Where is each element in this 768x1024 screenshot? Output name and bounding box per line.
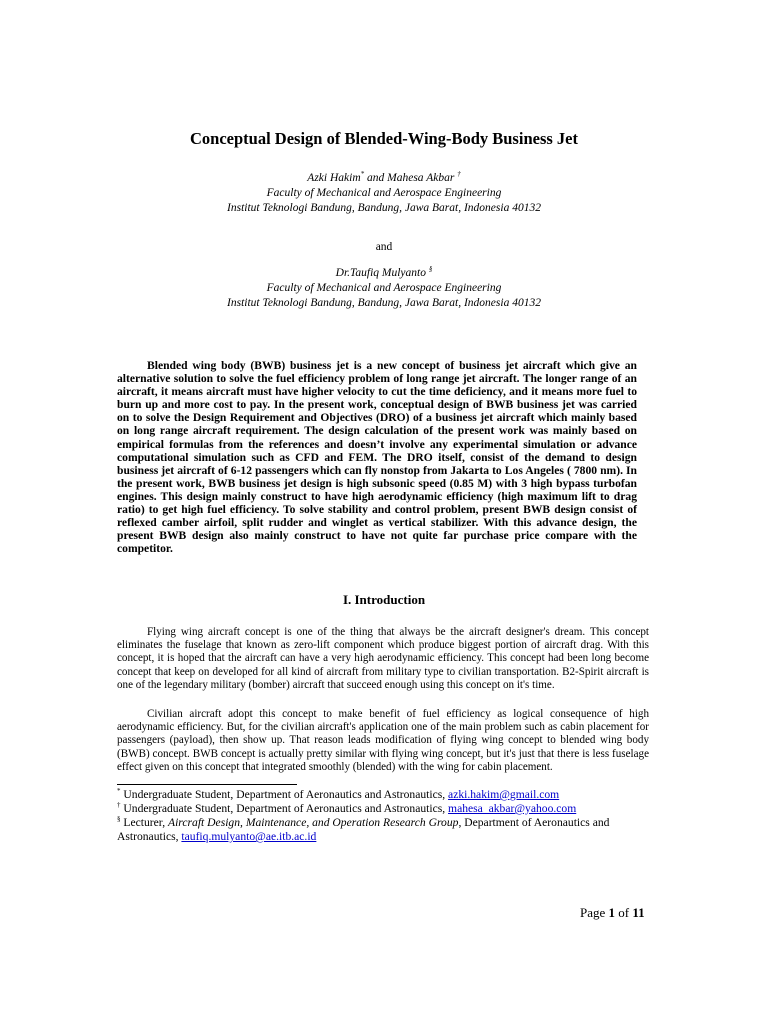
page-number [580, 905, 645, 921]
address-1: Institut Teknologi Bandung, Bandung, Jawa Barat, Indonesia 40132 [227, 202, 541, 214]
page-total: 11 [632, 905, 645, 920]
intro-paragraph-1 [117, 626, 649, 692]
footnote-2 [117, 802, 657, 816]
footnotes [117, 788, 657, 844]
footnote-2-email-link[interactable]: mahesa_akbar@yahoo.com [448, 802, 577, 815]
author-2: and Mahesa Akbar [364, 172, 458, 184]
footnote-3-mark: § [117, 815, 121, 824]
author-3: Dr.Taufiq Mulyanto [335, 267, 429, 279]
abstract-text: Blended wing body (BWB) business jet is a new concept of business jet aircraft which give an alternative solution to solve the fuel efficiency problem of long range jet aircraft. The longer range of an aircraft, it means aircraft must have higher velocity to cut the time deficiency, and it means more fuel to burn up and more cost to pay. In the present work, conceptual design of BWB business jet was carried on to solve the Design Requirement and Objectives (DRO) of a business jet aircraft which mainly based on long range aircraft requirement. The design calculation of the present work was mainly based on empirical formulas from the references and doesn’t involve any experimental simulation or advance computational simulation such as CFD and FEM. The DRO itself, consist of the demand to design business jet aircraft of 6-12 passengers which can fly nonstop from Jakarta to Los Angeles ( 7800 nm). In the present work, BWB business jet design is high subsonic speed (0.85 M) with 3 high bypass turbofan engines. This design mainly construct to have high aerodynamic efficiency (high maximum lift to drag ratio) to get high fuel efficiency. To solve stability and control problem, present BWB design consist of reflexed camber airfoil, split rudder and winglet as vertical stabilizer. With this advance design, the present BWB design also mainly construct to have not quite far purchase price compare with the competitor. [117, 359, 637, 556]
footnote-3-group: Aircraft Design, Maintenance, and Operation Research Group [168, 816, 459, 829]
footnote-1 [117, 788, 657, 802]
authors-line [0, 172, 768, 184]
address-2: Institut Teknologi Bandung, Bandung, Jawa Barat, Indonesia 40132 [227, 297, 541, 309]
author-1-footnote-mark: * [360, 170, 365, 179]
abstract [117, 359, 637, 555]
page-current: 1 [608, 905, 616, 920]
footnote-divider [117, 784, 297, 785]
footnote-2-mark: † [117, 801, 121, 810]
and-separator: and [375, 241, 393, 253]
footnote-1-email-link[interactable]: azki.hakim@gmail.com [448, 788, 560, 801]
author-3-footnote-mark: § [428, 265, 433, 274]
footnote-1-mark: * [117, 787, 121, 796]
paper-title: Conceptual Design of Blended-Wing-Body Business Jet [190, 129, 578, 148]
footnote-1-text: Undergraduate Student, Department of Aeronautics and Astronautics, [120, 788, 449, 801]
footnote-3-text-a: Lecturer, [120, 816, 168, 829]
page-of: of [615, 905, 633, 920]
intro-paragraph-2-text: Civilian aircraft adopt this concept to make benefit of fuel efficiency as logical consequence of high aerodynamic efficiency. But, for the civilian aircraft's application one of the main problem such as cabin placement for passengers (payload), then show up. That reason leads modification of flying wing concept to blended wing body (BWB) concept. BWB concept is actually pretty similar with flying wing concept, but it's just that there is less fuselage effect given on this concept that integrated smoothly (blended) with the wing for cabin placement. [117, 708, 649, 773]
author-3-line [0, 267, 768, 279]
affiliation-1: Faculty of Mechanical and Aerospace Engineering [266, 187, 502, 199]
intro-paragraph-2 [117, 708, 649, 774]
footnote-3-email-link[interactable]: taufiq.mulyanto@ae.itb.ac.id [181, 830, 317, 843]
footnote-3 [117, 816, 657, 844]
footnote-3-text-b: , Department of Aeronautics and Astronautics, [117, 816, 610, 843]
footnote-2-text: Undergraduate Student, Department of Aeronautics and Astronautics, [120, 802, 449, 815]
section-introduction-heading: I. Introduction [342, 592, 426, 607]
intro-paragraph-1-text: Flying wing aircraft concept is one of the thing that always be the aircraft designer's dream. This concept eliminates the fuselage that known as zero-lift component which produce biggest portion of aircraft drag. With this concept, it is hoped that the aircraft can have a very high aerodynamic efficiency. This concept had been long become concept that keep on developed for all kind of aircraft from military type to civilian transportation. B2-Spirit aircraft is one of the legendary military (bomber) aircraft that succeed enough using this concept on it's time. [117, 626, 649, 691]
author-2-footnote-mark: † [457, 170, 461, 179]
author-1: Azki Hakim [307, 172, 361, 184]
page-prefix: Page [580, 905, 609, 920]
affiliation-2: Faculty of Mechanical and Aerospace Engineering [266, 282, 502, 294]
